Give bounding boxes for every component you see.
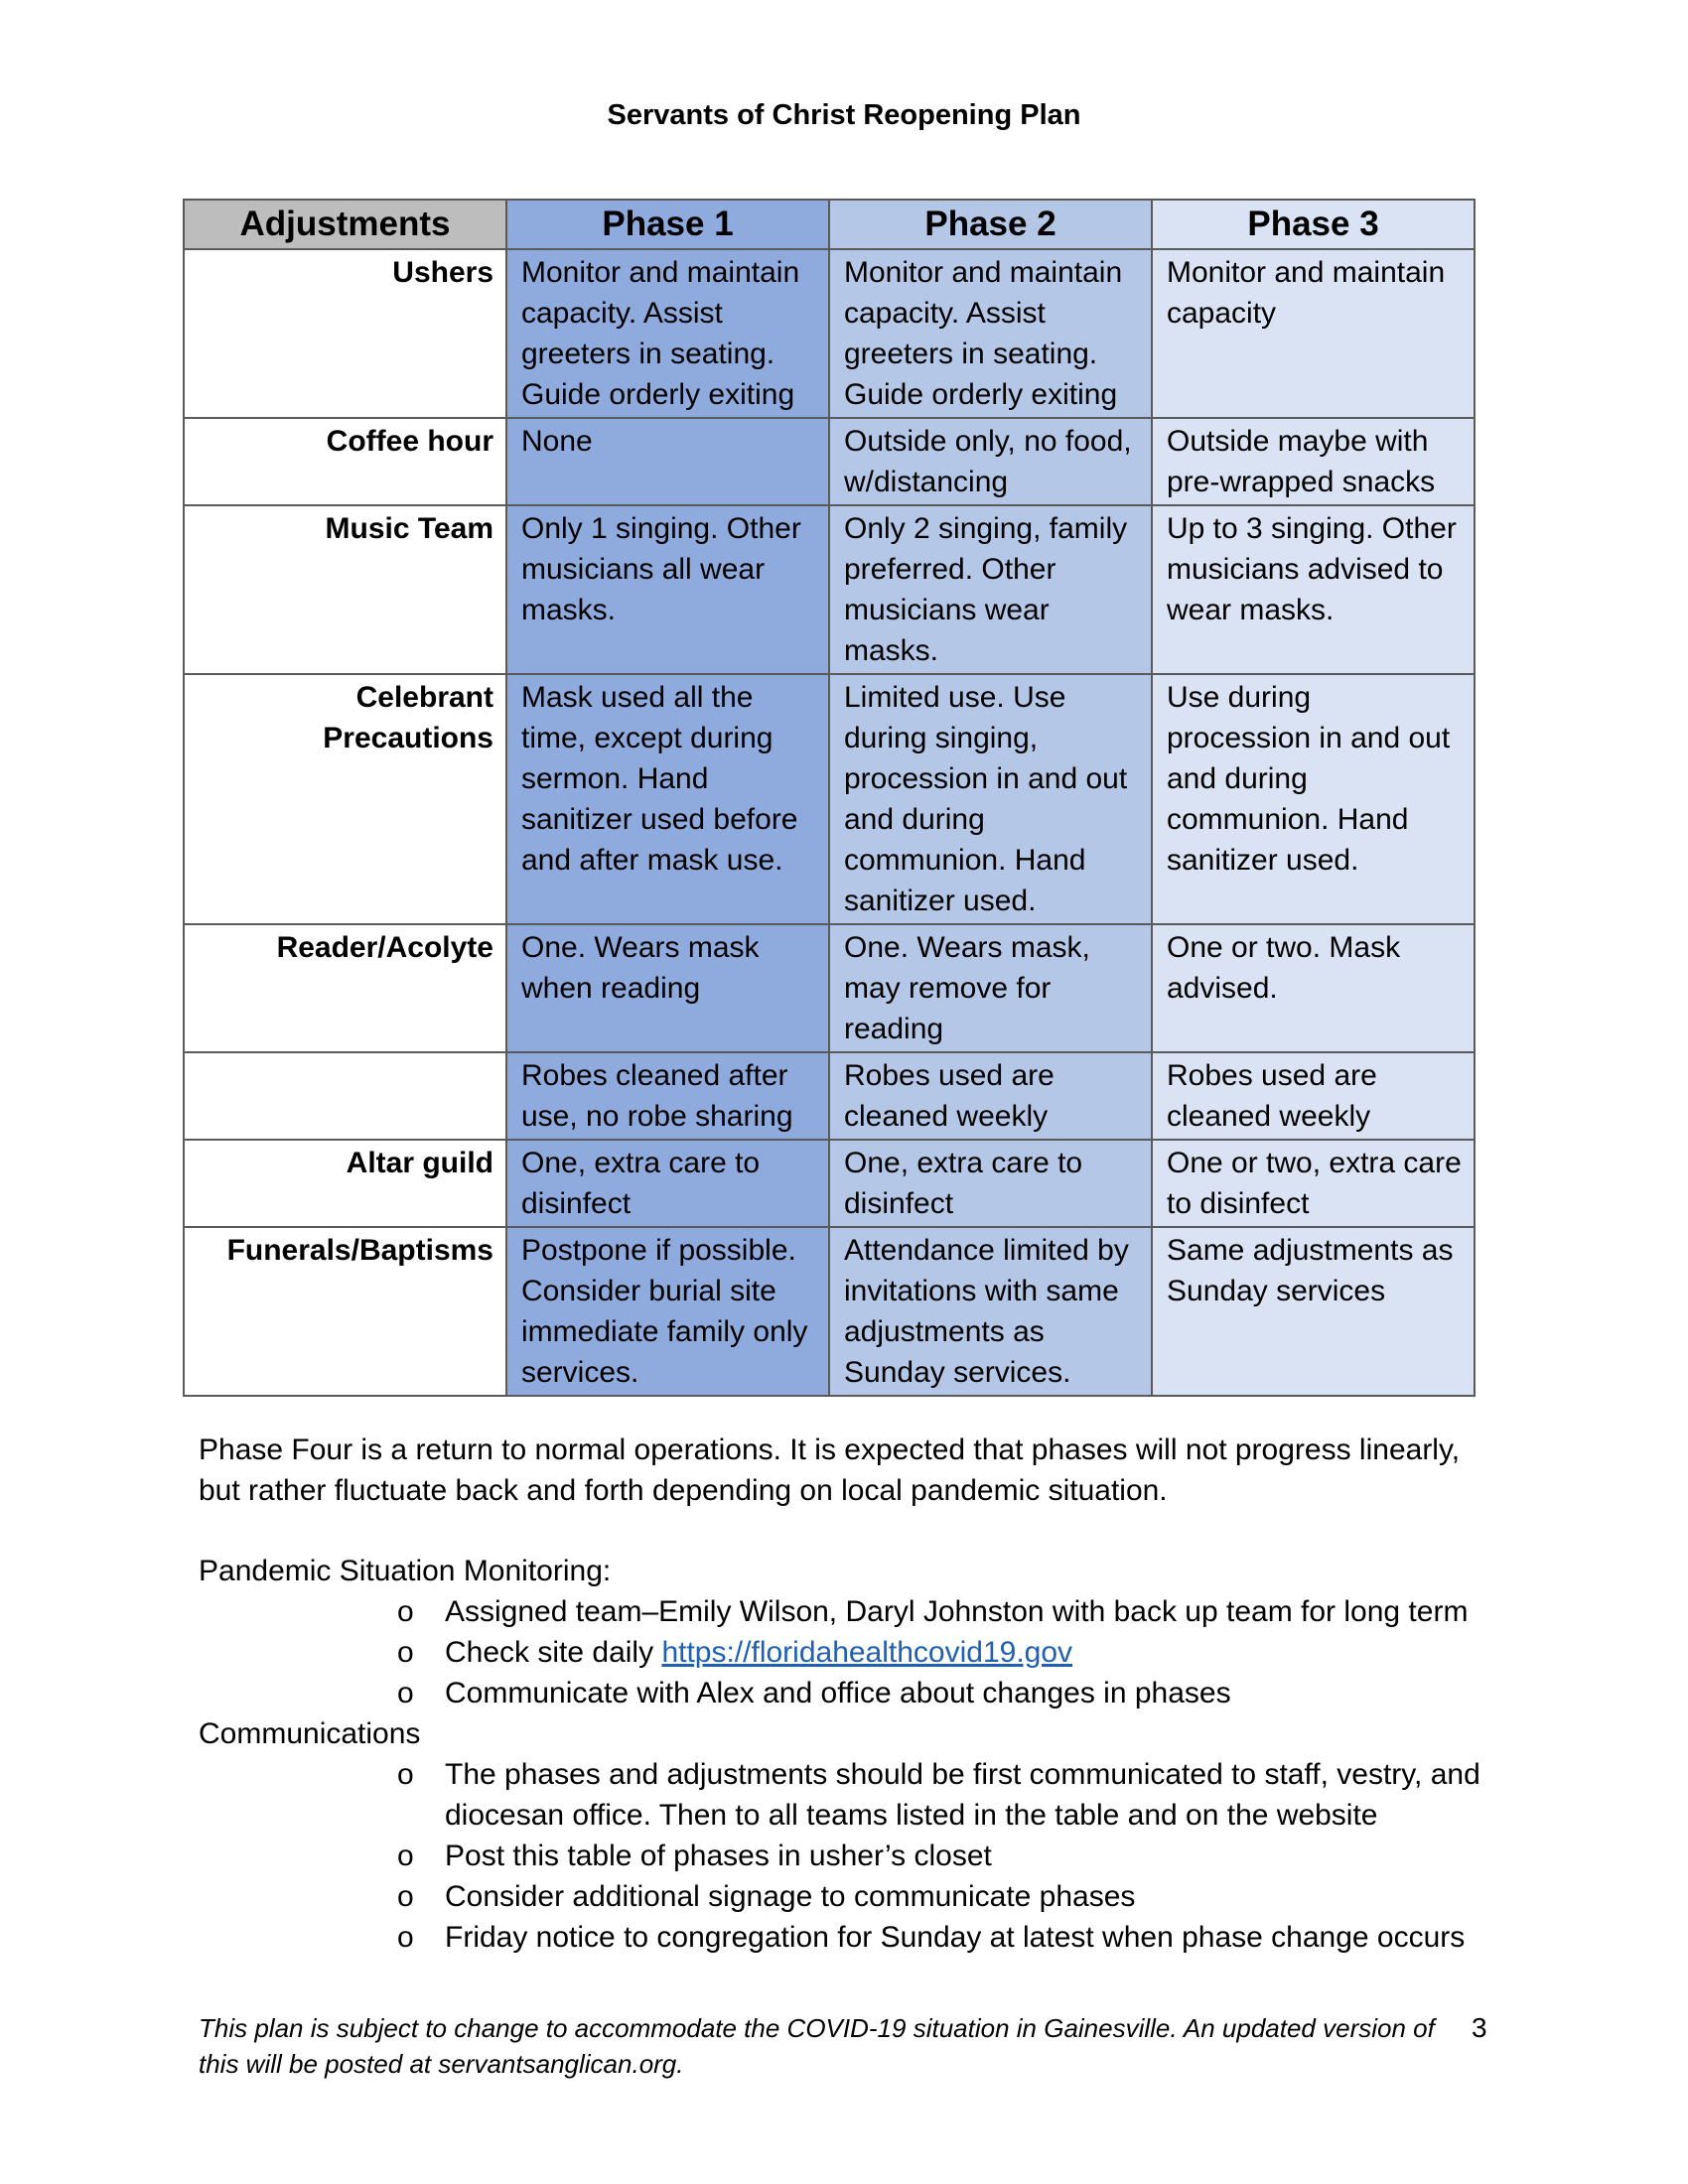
phase-1-cell: Only 1 singing. Other musicians all wear masks.	[506, 505, 829, 674]
row-label: Coffee hour	[184, 418, 506, 505]
table-header-row	[184, 200, 1475, 249]
monitoring-heading: Pandemic Situation Monitoring:	[199, 1555, 612, 1587]
monitoring-list	[199, 1591, 1489, 1713]
communications-heading: Communications	[199, 1717, 421, 1750]
phase-3-cell: Monitor and maintain capacity	[1152, 249, 1475, 418]
bullet-marker: o	[397, 1840, 414, 1872]
table-row	[184, 924, 1475, 1052]
list-item-text: Post this table of phases in usher’s closet	[445, 1840, 992, 1872]
communications-list	[199, 1754, 1489, 1958]
phase-1-cell: One, extra care to disinfect	[506, 1140, 829, 1227]
table-row	[184, 505, 1475, 674]
phase-2-cell: One. Wears mask, may remove for reading	[829, 924, 1152, 1052]
bullet-marker: o	[397, 1595, 414, 1628]
header-phase-3: Phase 3	[1152, 200, 1475, 249]
table-row	[184, 674, 1475, 924]
header-adjustments: Adjustments	[184, 200, 506, 249]
table-row	[184, 249, 1475, 418]
phase-1-cell: Mask used all the time, except during sermon. Hand sanitizer used before and after mask use.	[506, 674, 829, 924]
phase-3-cell: Use during procession in and out and during communion. Hand sanitizer used.	[1152, 674, 1475, 924]
phase-1-cell: Robes cleaned after use, no robe sharing	[506, 1052, 829, 1140]
table-row	[184, 1052, 1475, 1140]
list-item-text: Check site daily	[445, 1636, 662, 1669]
phase-2-cell: Outside only, no food, w/distancing	[829, 418, 1152, 505]
list-item	[397, 1673, 1489, 1713]
row-label	[184, 1052, 506, 1140]
table-row	[184, 1140, 1475, 1227]
phase-2-cell: Limited use. Use during singing, procession in and out and during communion. Hand sanitizer used.	[829, 674, 1152, 924]
row-label: Music Team	[184, 505, 506, 674]
row-label: Celebrant Precautions	[184, 674, 506, 924]
list-item-text: Communicate with Alex and office about changes in phases	[445, 1677, 1231, 1709]
list-item	[397, 1632, 1489, 1673]
phase-1-cell: None	[506, 418, 829, 505]
list-item	[397, 1917, 1489, 1958]
reopening-phases-table	[183, 199, 1476, 1397]
row-label: Ushers	[184, 249, 506, 418]
phase-3-cell: Up to 3 singing. Other musicians advised to wear masks.	[1152, 505, 1475, 674]
phase-2-cell: Attendance limited by invitations with same adjustments as Sunday services.	[829, 1227, 1152, 1396]
list-item-text: The phases and adjustments should be first communicated to staff, vestry, and diocesan office. Then to all teams listed in the table and on the website	[445, 1758, 1480, 1832]
bullet-marker: o	[397, 1758, 414, 1791]
bullet-marker: o	[397, 1677, 414, 1709]
phase-1-cell: Monitor and maintain capacity. Assist greeters in seating. Guide orderly exiting	[506, 249, 829, 418]
footer-note: This plan is subject to change to accommodate the COVID-19 situation in Gainesville. An updated version of this will be posted at servantsanglican.org.	[199, 2013, 1435, 2079]
phase-2-cell: Monitor and maintain capacity. Assist greeters in seating. Guide orderly exiting	[829, 249, 1152, 418]
table-row	[184, 418, 1475, 505]
phase-3-cell: One or two. Mask advised.	[1152, 924, 1475, 1052]
phase-3-cell: Outside maybe with pre-wrapped snacks	[1152, 418, 1475, 505]
bullet-marker: o	[397, 1921, 414, 1954]
phase-four-paragraph	[199, 1430, 1489, 1511]
row-label: Altar guild	[184, 1140, 506, 1227]
list-item-text: Assigned team–Emily Wilson, Daryl Johnston with back up team for long term	[445, 1595, 1469, 1628]
header-phase-2: Phase 2	[829, 200, 1152, 249]
phase-2-cell: Only 2 singing, family preferred. Other musicians wear masks.	[829, 505, 1152, 674]
page-number: 3	[1472, 2012, 1487, 2043]
table-row	[184, 1227, 1475, 1396]
list-item	[397, 1591, 1489, 1632]
phase-1-cell: One. Wears mask when reading	[506, 924, 829, 1052]
phase-four-text: Phase Four is a return to normal operations. It is expected that phases will not progress linearly, but rather fluctuate back and forth depending on local pandemic situation.	[199, 1433, 1461, 1507]
bullet-marker: o	[397, 1636, 414, 1669]
list-item	[397, 1754, 1489, 1836]
document-title: Servants of Christ Reopening Plan	[607, 99, 1081, 131]
phase-1-cell: Postpone if possible. Consider burial site immediate family only services.	[506, 1227, 829, 1396]
row-label: Reader/Acolyte	[184, 924, 506, 1052]
list-item-text: Consider additional signage to communicate phases	[445, 1880, 1136, 1913]
phase-2-cell: One, extra care to disinfect	[829, 1140, 1152, 1227]
row-label: Funerals/Baptisms	[184, 1227, 506, 1396]
list-item	[397, 1876, 1489, 1917]
phase-3-cell: Robes used are cleaned weekly	[1152, 1052, 1475, 1140]
florida-health-link[interactable]: https://floridahealthcovid19.gov	[661, 1636, 1073, 1669]
list-item-text: Friday notice to congregation for Sunday at latest when phase change occurs	[445, 1921, 1466, 1954]
bullet-marker: o	[397, 1880, 414, 1913]
phase-3-cell: One or two, extra care to disinfect	[1152, 1140, 1475, 1227]
phase-3-cell: Same adjustments as Sunday services	[1152, 1227, 1475, 1396]
phase-2-cell: Robes used are cleaned weekly	[829, 1052, 1152, 1140]
monitoring-section	[199, 1551, 1489, 1958]
header-phase-1: Phase 1	[506, 200, 829, 249]
list-item	[397, 1836, 1489, 1876]
